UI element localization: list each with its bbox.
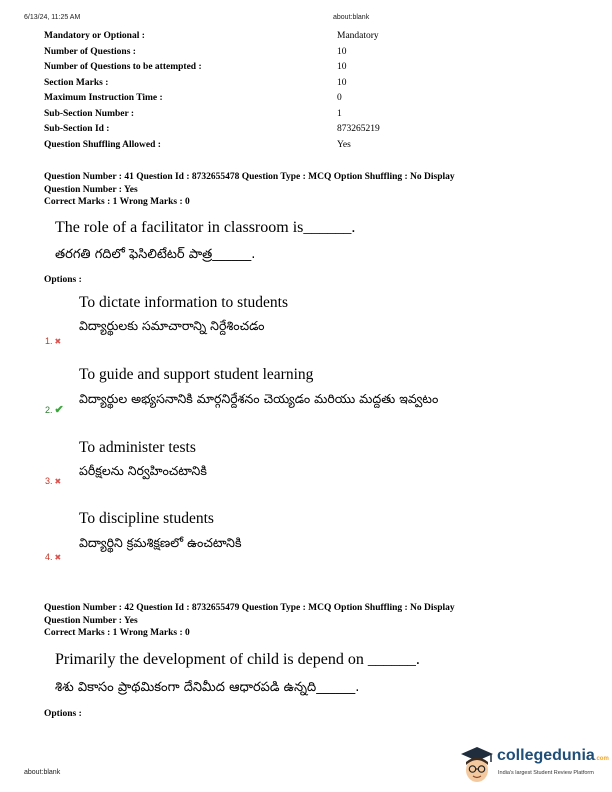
print-footer-url: about:blank <box>24 769 61 776</box>
logo-dot-text: .com <box>594 756 609 762</box>
kv-row <box>44 60 444 76</box>
wrong-mark-icon: ✖ <box>54 337 62 346</box>
question-41-meta <box>44 171 584 209</box>
option-number: 2. <box>45 405 53 415</box>
option-4-number <box>45 552 61 562</box>
wrong-mark-icon: ✖ <box>54 477 62 486</box>
question-meta-line: Question Number : Yes <box>44 615 138 626</box>
kv-label: Mandatory or Optional : <box>44 31 145 41</box>
logo-wordmark <box>497 747 609 765</box>
option-2-number <box>45 403 64 416</box>
option-number: 3. <box>45 476 53 486</box>
question-42-meta <box>44 602 584 640</box>
print-datetime: 6/13/24, 11:25 AM <box>24 14 81 21</box>
kv-value: 10 <box>337 62 347 72</box>
option-4-text-te: విద్యార్థిని క్రమశిక్షణలో ఉంచటానికి <box>79 535 242 550</box>
section-details <box>44 29 444 153</box>
question-41-text-te: తరగతి గదిలో ఫెసిలిటేటర్ పాత్ర______. <box>55 247 256 262</box>
option-2-text-te: విద్యార్థుల అభ్యసనానికి మార్గనిర్దేశనం చెయ్యడం మరియు మద్దతు ఇవ్వటం <box>79 391 439 406</box>
logo-tagline: India's largest Student Review Platform <box>498 770 594 776</box>
graduate-mascot-icon <box>460 745 494 785</box>
option-1-text-en: To dictate information to students <box>79 294 288 311</box>
wrong-mark-icon: ✖ <box>54 553 62 562</box>
kv-value: 1 <box>337 108 342 119</box>
collegedunia-logo <box>460 745 608 789</box>
question-meta-line: Correct Marks : 1 Wrong Marks : 0 <box>44 197 190 207</box>
kv-label: Section Marks : <box>44 77 109 88</box>
kv-row <box>44 122 444 138</box>
options-label: Options : <box>44 709 82 719</box>
option-3-number <box>45 476 61 486</box>
options-label: Options : <box>44 275 82 285</box>
kv-label: Sub-Section Id : <box>44 124 110 134</box>
option-1-text-te: విద్యార్థులకు సమాచారాన్ని నిర్దేశించడం <box>79 318 265 333</box>
question-meta-line: Correct Marks : 1 Wrong Marks : 0 <box>44 628 190 638</box>
kv-value: 0 <box>337 93 342 103</box>
correct-check-icon: ✔ <box>54 404 64 416</box>
kv-value: Yes <box>337 139 351 150</box>
kv-row <box>44 91 444 107</box>
question-41-text-en: The role of a facilitator in classroom is______. <box>55 219 356 236</box>
kv-value: 10 <box>337 77 347 88</box>
logo-brand-text: collegedunia <box>497 747 595 764</box>
option-number: 1. <box>45 336 53 346</box>
option-3-text-te: పరీక్షలను నిర్వహించటానికి <box>79 463 207 478</box>
kv-label: Number of Questions : <box>44 46 136 57</box>
option-4-text-en: To discipline students <box>79 510 214 527</box>
print-title: about:blank <box>333 14 370 21</box>
option-1-number <box>45 336 61 346</box>
kv-label: Sub-Section Number : <box>44 108 135 119</box>
kv-label: Maximum Instruction Time : <box>44 93 163 103</box>
option-2-text-en: To guide and support student learning <box>79 366 314 383</box>
question-42-text-te: శిశు వికాసం ప్రాథమికంగా దేనిమీద ఆధారపడి ఉన్నది______. <box>55 680 360 695</box>
kv-value: 10 <box>337 46 347 57</box>
question-42-text-en: Primarily the development of child is depend on ______. <box>55 651 420 668</box>
question-meta-line: Question Number : 41 Question Id : 8732655478 Question Type : MCQ Option Shuffling : No Display <box>44 172 455 182</box>
option-3-text-en: To administer tests <box>79 439 196 456</box>
kv-row <box>44 107 444 123</box>
question-meta-line: Question Number : Yes <box>44 184 138 195</box>
kv-label: Number of Questions to be attempted : <box>44 62 202 72</box>
kv-row <box>44 45 444 61</box>
kv-value: Mandatory <box>337 31 379 41</box>
kv-row <box>44 76 444 92</box>
kv-row <box>44 29 444 45</box>
question-meta-line: Question Number : 42 Question Id : 8732655479 Question Type : MCQ Option Shuffling : No Display <box>44 603 455 613</box>
kv-label: Question Shuffling Allowed : <box>44 139 161 150</box>
option-number: 4. <box>45 552 53 562</box>
kv-value: 873265219 <box>337 124 380 134</box>
kv-row <box>44 138 444 154</box>
